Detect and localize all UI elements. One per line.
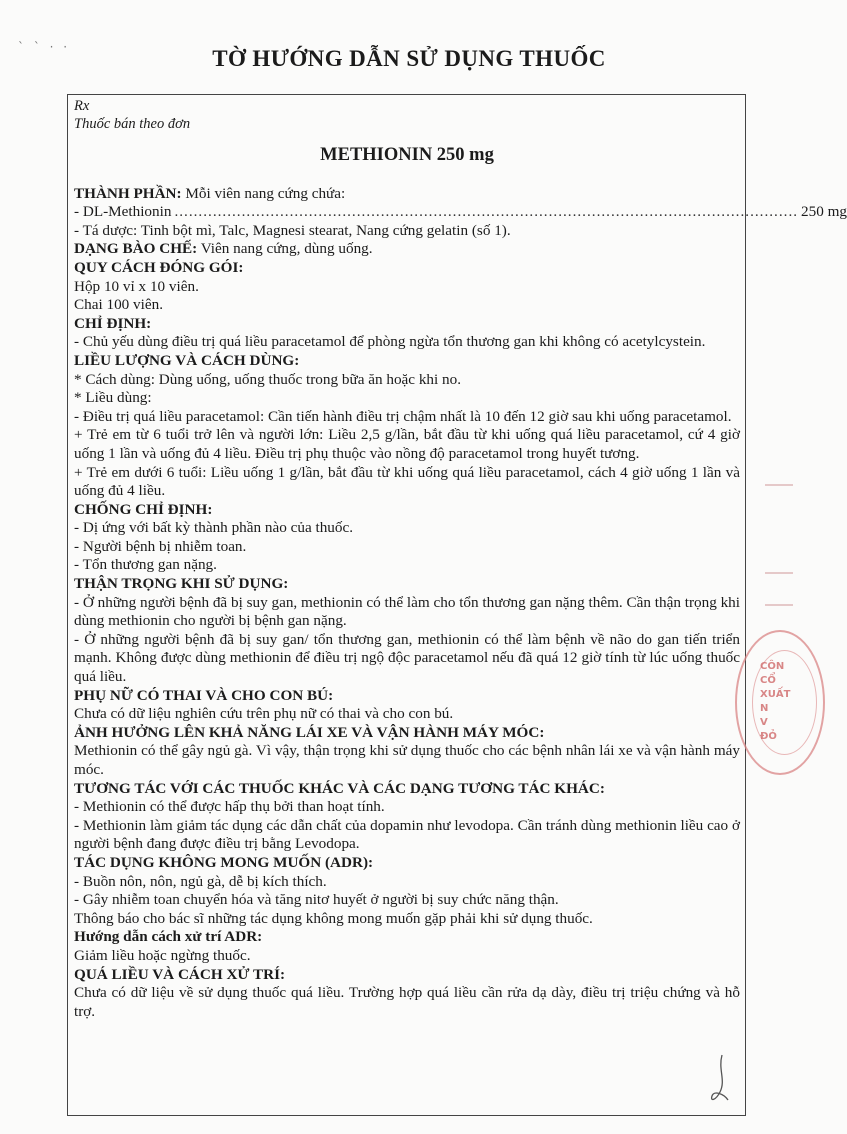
overdose-line: Chưa có dữ liệu về sử dụng thuốc quá liều. Trường hợp quá liều cần rửa dạ dày, điều trị triệu chứng và hỗ trợ. — [74, 984, 740, 1020]
adr-management-heading: Hướng dẫn cách xử trí ADR: — [74, 928, 263, 946]
company-stamp-text — [760, 660, 799, 744]
dosage-line: - Điều trị quá liều paracetamol: Cần tiến hành điều trị chậm nhất là 10 đến 12 giờ sau khi uống paracetamol. — [74, 407, 732, 425]
dosage-line: + Trẻ em dưới 6 tuổi: Liều uống 1 g/lần, bắt đầu từ khi uống quá liều paracetamol, cách 4 giờ uống 1 lần và uống đủ 4 liều. — [74, 463, 740, 500]
contraindications-section — [74, 501, 740, 575]
packaging-section — [74, 259, 740, 315]
adr-line: - Buồn nôn, nôn, ngủ gà, dễ bị kích thích. — [74, 872, 327, 890]
stamp-line: CÔN — [760, 661, 785, 672]
dosage-form-section — [74, 240, 740, 259]
indication-line: - Chủ yếu dùng điều trị quá liều paracetamol để phòng ngừa tổn thương gan khi không có acetylcystein. — [74, 333, 706, 351]
adr-heading: TÁC DỤNG KHÔNG MONG MUỐN (ADR): — [74, 853, 374, 871]
contraindication-line: - Dị ứng với bất kỳ thành phần nào của thuốc. — [74, 519, 354, 537]
signature-mark — [700, 1050, 740, 1110]
dosage-line: * Cách dùng: Dùng uống, uống thuốc trong bữa ăn hoặc khi no. — [74, 370, 462, 388]
precautions-section — [74, 575, 740, 687]
interaction-line: - Methionin có thể được hấp thụ bởi than hoạt tính. — [74, 798, 385, 816]
active-ingredient-amount: 250 mg — [801, 203, 847, 221]
precaution-line: - Ở những người bệnh đã bị suy gan, methionin có thể làm cho tổn thương gan nặng thêm. Cần thận trọng khi dùng methionin cho người bị bệnh gan nặng. — [74, 593, 740, 630]
adr-line: - Gây nhiễm toan chuyển hóa và tăng nitơ huyết ở người bị suy chức năng thận. — [74, 891, 559, 909]
leader-dots: .................................................................................................................................. — [174, 203, 799, 221]
adr-line: Thông báo cho bác sĩ những tác dụng không mong muốn gặp phải khi sử dụng thuốc. — [74, 909, 593, 927]
rx-label: Rx — [74, 98, 90, 114]
excipients: - Tá dược: Tinh bột mì, Talc, Magnesi stearat, Nang cứng gelatin (số 1). — [74, 221, 511, 239]
interaction-line: - Methionin làm giảm tác dụng các dẫn chất của dopamin như levodopa. Cần tránh dùng methionin liều cao ở người bệnh đang được điều trị bằng Levodopa. — [74, 816, 740, 853]
margin-mark — [765, 572, 793, 574]
driving-line: Methionin có thể gây ngủ gà. Vì vậy, thận trọng khi sử dụng thuốc cho các bệnh nhân lái xe và vận hành máy móc. — [74, 742, 740, 778]
packaging-line: Hộp 10 vỉ x 10 viên. — [74, 277, 199, 295]
dosage-line: + Trẻ em từ 6 tuổi trở lên và người lớn: Liều 2,5 g/lần, bắt đầu từ khi uống quá liều paracetamol, cứ 4 giờ uống 1 lần và uống đủ 4 liều. Điều trị phụ thuộc vào nồng độ paracetamol trong huyết tương. — [74, 426, 740, 462]
interactions-section — [74, 780, 740, 854]
contraindication-line: - Người bệnh bị nhiễm toan. — [74, 537, 247, 555]
dosage-heading: LIỀU LƯỢNG VÀ CÁCH DÙNG: — [74, 351, 300, 369]
dosage-line: * Liều dùng: — [74, 389, 152, 407]
drug-name: METHIONIN 250 mg — [320, 145, 494, 165]
precaution-line: - Ở những người bệnh đã bị suy gan/ tổn thương gan, methionin có thể làm bệnh về não do gan tiến triển mạnh. Không được dùng methionin để điều trị ngộ độc paracetamol nếu đã quá 12 giờ tính từ lúc uống thuốc quá liều. — [74, 630, 740, 686]
driving-heading: ẢNH HƯỞNG LÊN KHẢ NĂNG LÁI XE VÀ VẬN HÀNH MÁY MÓC: — [74, 723, 545, 741]
contraindication-line: - Tổn thương gan nặng. — [74, 556, 217, 574]
stamp-line: XUẤT N — [760, 689, 791, 714]
pregnancy-section — [74, 687, 740, 724]
prescription-only-label: Thuốc bán theo đơn — [74, 116, 191, 132]
dosage-form-heading: DẠNG BÀO CHẾ: — [74, 240, 198, 258]
dosage-form-text: Viên nang cứng, dùng uống. — [200, 240, 373, 258]
driving-section — [74, 724, 740, 780]
page-title: TỜ HƯỚNG DẪN SỬ DỤNG THUỐC — [212, 46, 606, 71]
overdose-heading: QUÁ LIỀU VÀ CÁCH XỬ TRÍ: — [74, 965, 286, 983]
margin-mark — [765, 484, 793, 486]
overdose-section — [74, 966, 740, 1022]
adr-management-line: Giảm liều hoặc ngừng thuốc. — [74, 946, 251, 964]
packaging-heading: QUY CÁCH ĐÓNG GÓI: — [74, 258, 244, 276]
stamp-line: V — [760, 717, 768, 728]
interactions-heading: TƯƠNG TÁC VỚI CÁC THUỐC KHÁC VÀ CÁC DẠNG TƯƠNG TÁC KHÁC: — [74, 779, 605, 797]
composition-heading: THÀNH PHẦN: — [74, 184, 182, 202]
indication-section — [74, 315, 740, 352]
active-ingredient-row — [74, 203, 847, 222]
packaging-line: Chai 100 viên. — [74, 296, 164, 314]
active-ingredient-name: - DL-Methionin — [74, 203, 172, 221]
precautions-heading: THẬN TRỌNG KHI SỬ DỤNG: — [74, 575, 289, 593]
pregnancy-line: Chưa có dữ liệu nghiên cứu trên phụ nữ có thai và cho con bú. — [74, 705, 454, 723]
adr-management-section — [74, 928, 740, 965]
margin-scribble: ` ` · · — [18, 40, 71, 54]
stamp-line: CỔ — [760, 675, 776, 686]
composition-section — [74, 184, 847, 241]
composition-intro: Mỗi viên nang cứng chứa: — [185, 184, 346, 202]
stamp-line: ĐỎ — [760, 731, 777, 742]
dosage-section — [74, 352, 740, 501]
contraindications-heading: CHỐNG CHỈ ĐỊNH: — [74, 500, 213, 518]
pregnancy-heading: PHỤ NỮ CÓ THAI VÀ CHO CON BÚ: — [74, 686, 334, 704]
adr-section — [74, 854, 740, 928]
indication-heading: CHỈ ĐỊNH: — [74, 314, 152, 332]
margin-mark — [765, 604, 793, 606]
